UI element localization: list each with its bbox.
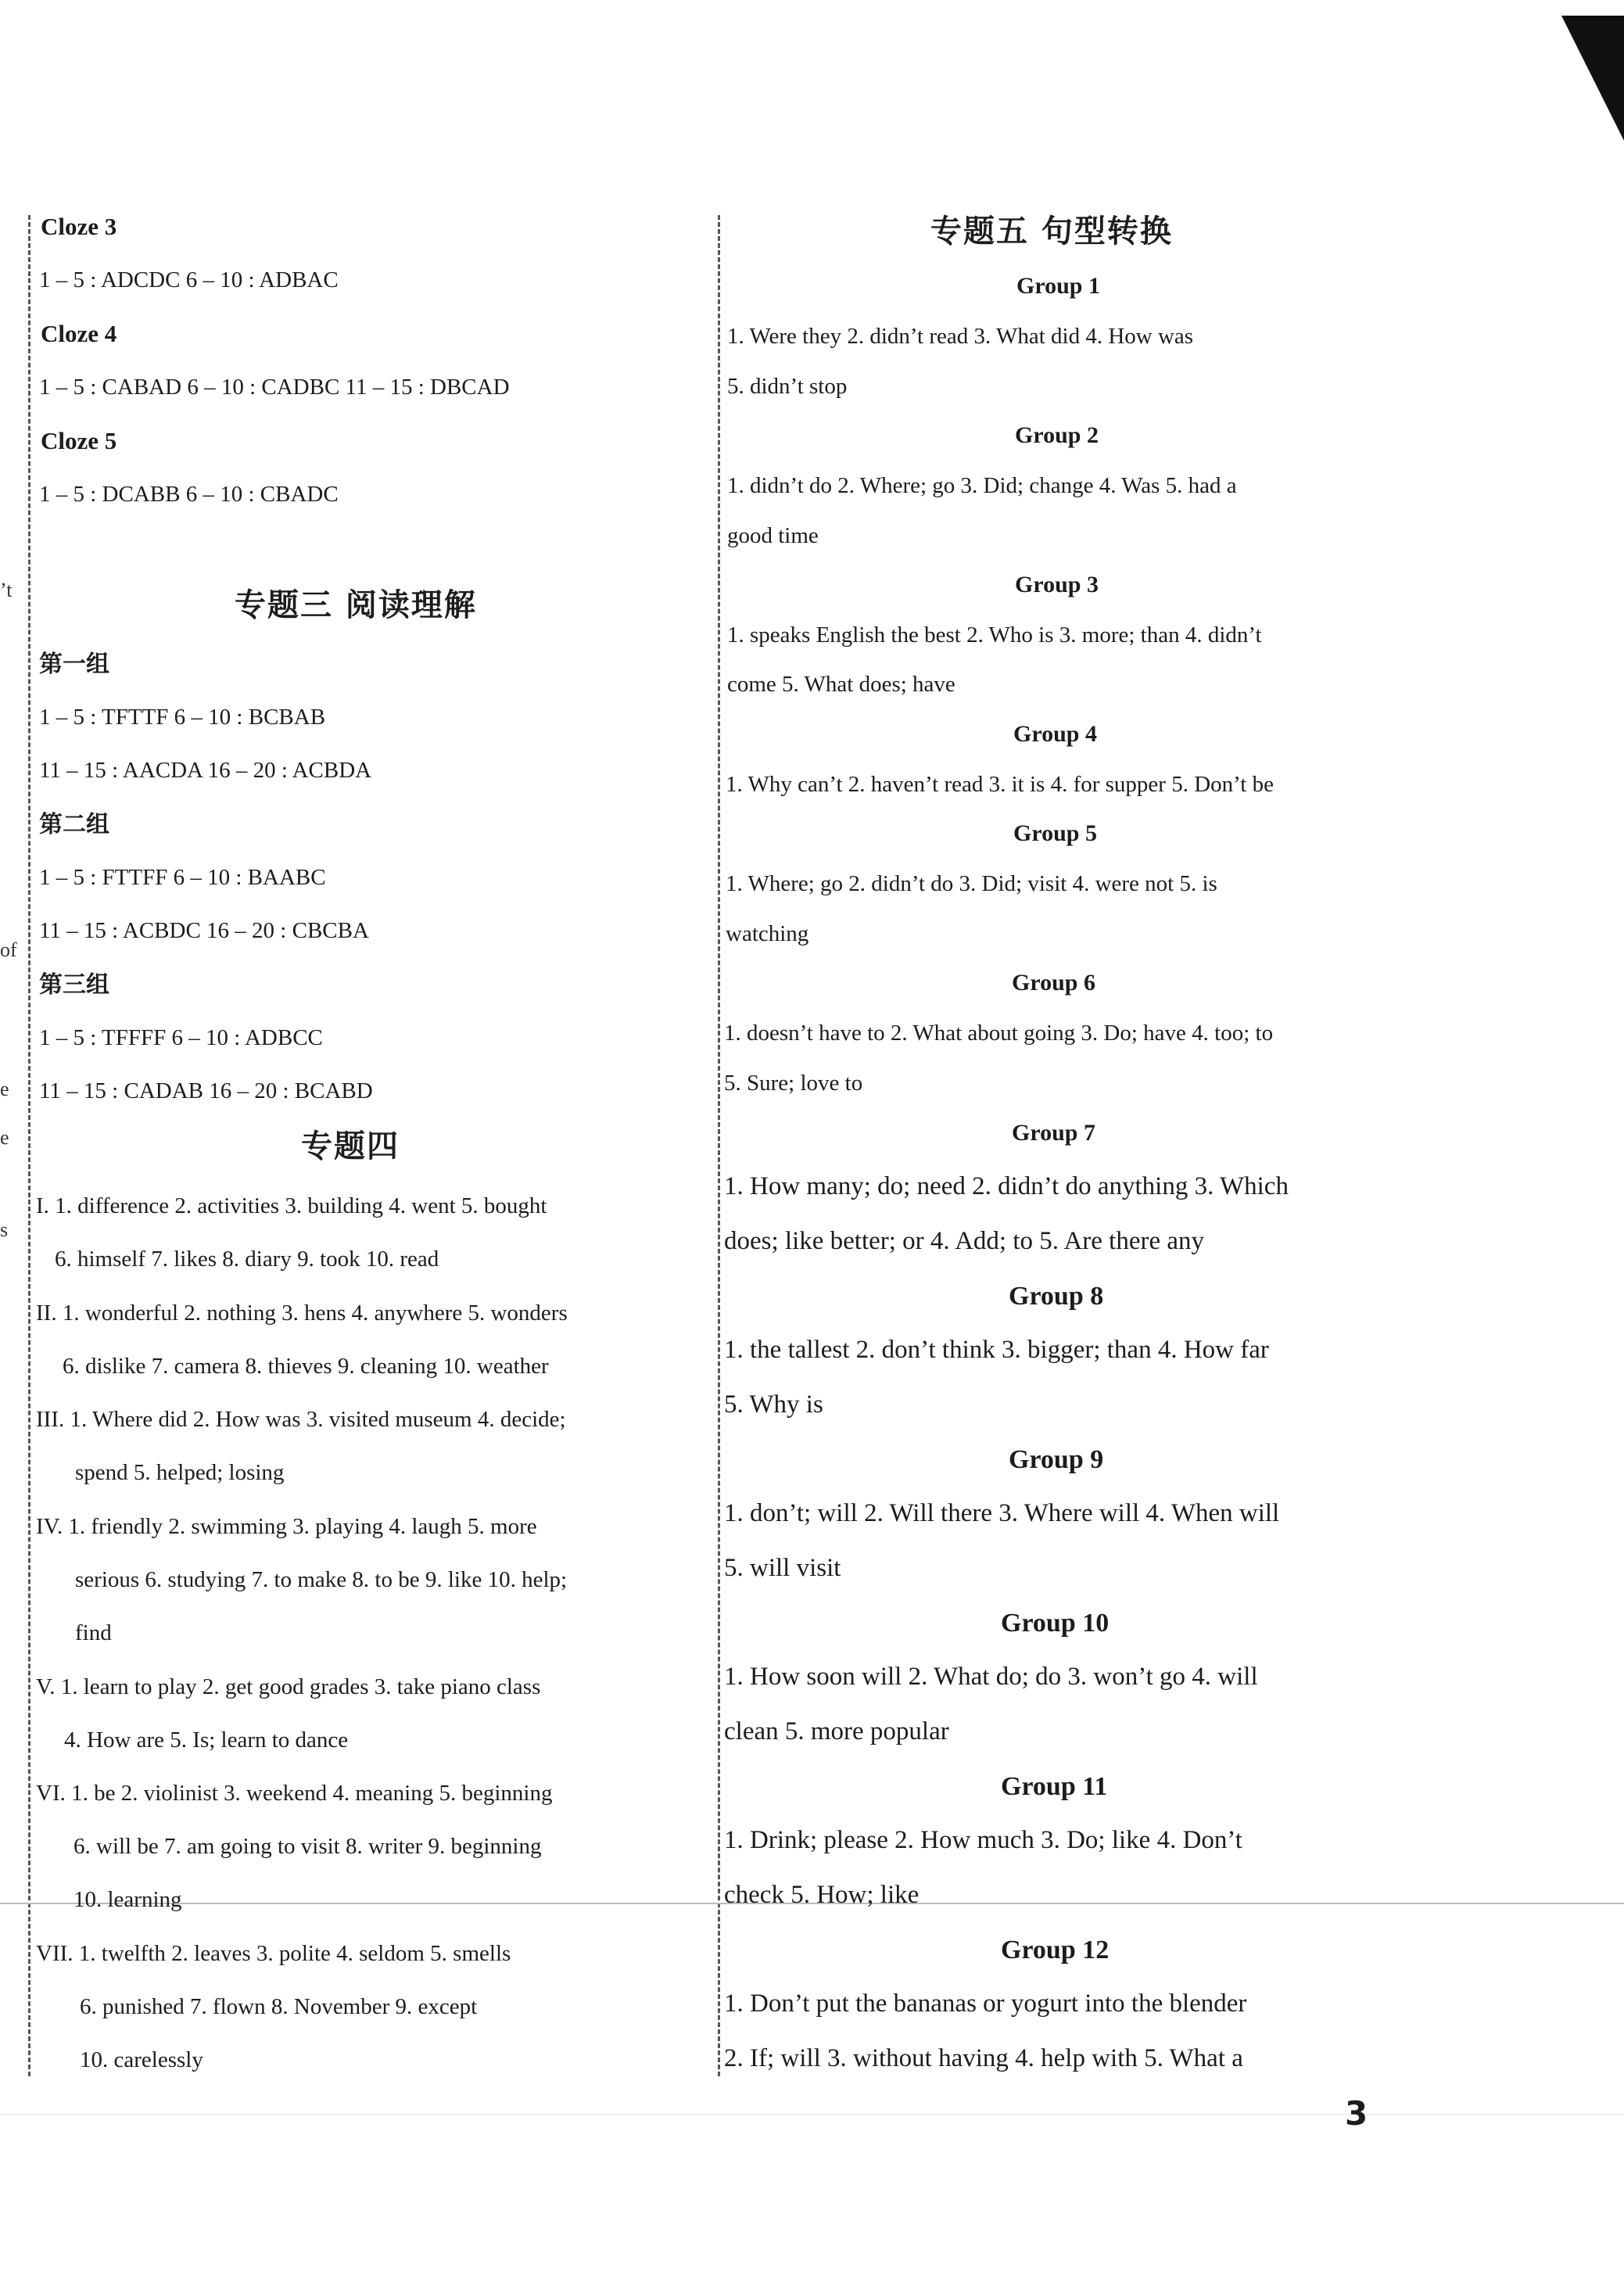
answer-line: 10. learning	[73, 1887, 182, 1912]
answer-line: 1 – 5 : CABAD 6 – 10 : CADBC 11 – 15 : DBCAD	[39, 375, 510, 400]
cloze-heading: Cloze 4	[41, 320, 117, 347]
answer-line: 1. Don’t put the bananas or yogurt into the blender	[724, 1989, 1247, 2018]
margin-fragment: s	[0, 1218, 9, 1241]
answer-line: III. 1. Where did 2. How was 3. visited museum 4. decide;	[36, 1407, 566, 1432]
left-dashed-rule	[28, 215, 30, 2076]
margin-fragment: of	[0, 938, 17, 961]
corner-mark	[1561, 16, 1624, 141]
answer-line: 11 – 15 : CADAB 16 – 20 : BCABD	[39, 1078, 373, 1103]
answer-line: 4. How are 5. Is; learn to dance	[64, 1728, 349, 1753]
group-heading: 第三组	[39, 971, 109, 999]
answer-line: VI. 1. be 2. violinist 3. weekend 4. meaning 5. beginning	[36, 1781, 553, 1806]
answer-line: 11 – 15 : ACBDC 16 – 20 : CBCBA	[39, 918, 369, 943]
answer-line: 1. Drink; please 2. How much 3. Do; like 4. Don’t	[724, 1826, 1242, 1854]
answer-line: spend 5. helped; losing	[75, 1460, 285, 1485]
answer-line: 5. Sure; love to	[724, 1071, 863, 1096]
answer-line: 5. Why is	[724, 1390, 823, 1419]
answer-line: 1 – 5 : TFTTF 6 – 10 : BCBAB	[39, 705, 326, 730]
answer-line: 1. Were they 2. didn’t read 3. What did 4. How was	[727, 324, 1194, 349]
margin-fragment: e	[0, 1078, 9, 1100]
answer-line: 1 – 5 : DCABB 6 – 10 : CBADC	[39, 482, 339, 507]
margin-fragment: e	[0, 1126, 9, 1149]
answer-line: 10. carelessly	[80, 2047, 203, 2072]
answer-line: 1. don’t; will 2. Will there 3. Where will 4. When will	[724, 1499, 1280, 1527]
answer-line: serious 6. studying 7. to make 8. to be 9. like 10. help;	[75, 1567, 568, 1592]
group-heading: Group 3	[1015, 572, 1099, 597]
group-heading: Group 5	[1013, 820, 1097, 846]
column-divider	[718, 215, 720, 2076]
answer-line: does; like better; or 4. Add; to 5. Are there any	[724, 1227, 1205, 1255]
section-title: 专题四	[301, 1128, 400, 1164]
answer-line: 6. punished 7. flown 8. November 9. except	[80, 1994, 478, 2019]
answer-line: 1. Where; go 2. didn’t do 3. Did; visit 4. were not 5. is	[726, 871, 1217, 896]
answer-line: IV. 1. friendly 2. swimming 3. playing 4. laugh 5. more	[36, 1514, 537, 1539]
answer-line: 1. doesn’t have to 2. What about going 3. Do; have 4. too; to	[724, 1021, 1274, 1046]
answer-line: come 5. What does; have	[727, 672, 955, 697]
scan-bottom-line	[0, 2114, 1624, 2115]
page-number: 3	[1345, 2094, 1368, 2133]
answer-line: I. 1. difference 2. activities 3. building 4. went 5. bought	[36, 1193, 547, 1218]
group-heading: 第二组	[39, 811, 109, 838]
answer-line: 5. will visit	[724, 1554, 841, 1582]
answer-line: 5. didn’t stop	[727, 374, 848, 399]
answer-line: 1. speaks English the best 2. Who is 3. more; than 4. didn’t	[727, 622, 1262, 648]
group-heading: Group 7	[1012, 1120, 1095, 1146]
answer-line: 1. didn’t do 2. Where; go 3. Did; change 4. Was 5. had a	[727, 473, 1237, 498]
answer-line: watching	[726, 921, 809, 946]
answer-line: VII. 1. twelfth 2. leaves 3. polite 4. seldom 5. smells	[36, 1941, 511, 1966]
answer-line: 1. the tallest 2. don’t think 3. bigger; than 4. How far	[724, 1336, 1269, 1364]
answer-line: clean 5. more popular	[724, 1717, 949, 1745]
answer-line: 2. If; will 3. without having 4. help with 5. What a	[724, 2044, 1243, 2072]
group-heading: Group 12	[1001, 1936, 1110, 1964]
answer-line: 6. himself 7. likes 8. diary 9. took 10. read	[55, 1247, 439, 1272]
group-heading: Group 2	[1015, 422, 1099, 448]
answer-line: good time	[727, 523, 819, 548]
answer-line: 6. dislike 7. camera 8. thieves 9. cleaning 10. weather	[63, 1354, 549, 1379]
cloze-heading: Cloze 3	[41, 213, 117, 240]
answer-line: 1. Why can’t 2. haven’t read 3. it is 4. for supper 5. Don’t be	[726, 772, 1274, 797]
answer-line: 1. How soon will 2. What do; do 3. won’t go 4. will	[724, 1663, 1258, 1691]
answer-line: II. 1. wonderful 2. nothing 3. hens 4. anywhere 5. wonders	[36, 1301, 568, 1326]
group-heading: Group 11	[1001, 1772, 1108, 1801]
answer-line: check 5. How; like	[724, 1881, 920, 1909]
group-heading: Group 1	[1016, 273, 1100, 299]
group-heading: 第一组	[39, 651, 109, 678]
section-title: 专题五 句型转换	[930, 213, 1173, 249]
group-heading: Group 9	[1009, 1445, 1104, 1474]
answer-line: 11 – 15 : AACDA 16 – 20 : ACBDA	[39, 758, 372, 783]
answer-line: find	[75, 1620, 112, 1645]
answer-line: 1. How many; do; need 2. didn’t do anything 3. Which	[724, 1172, 1289, 1200]
group-heading: Group 8	[1009, 1282, 1104, 1311]
section-title: 专题三 阅读理解	[235, 587, 477, 623]
group-heading: Group 10	[1001, 1609, 1110, 1638]
answer-line: 6. will be 7. am going to visit 8. writer 9. beginning	[73, 1834, 542, 1859]
group-heading: Group 4	[1013, 721, 1097, 747]
answer-line: 1 – 5 : TFFFF 6 – 10 : ADBCC	[39, 1025, 323, 1050]
margin-fragment: ’t	[0, 579, 13, 601]
answer-line: V. 1. learn to play 2. get good grades 3. take piano class	[36, 1674, 541, 1699]
group-heading: Group 6	[1012, 970, 1095, 996]
answer-line: 1 – 5 : ADCDC 6 – 10 : ADBAC	[39, 267, 339, 292]
answer-line: 1 – 5 : FTTFF 6 – 10 : BAABC	[39, 865, 326, 890]
cloze-heading: Cloze 5	[41, 427, 117, 454]
